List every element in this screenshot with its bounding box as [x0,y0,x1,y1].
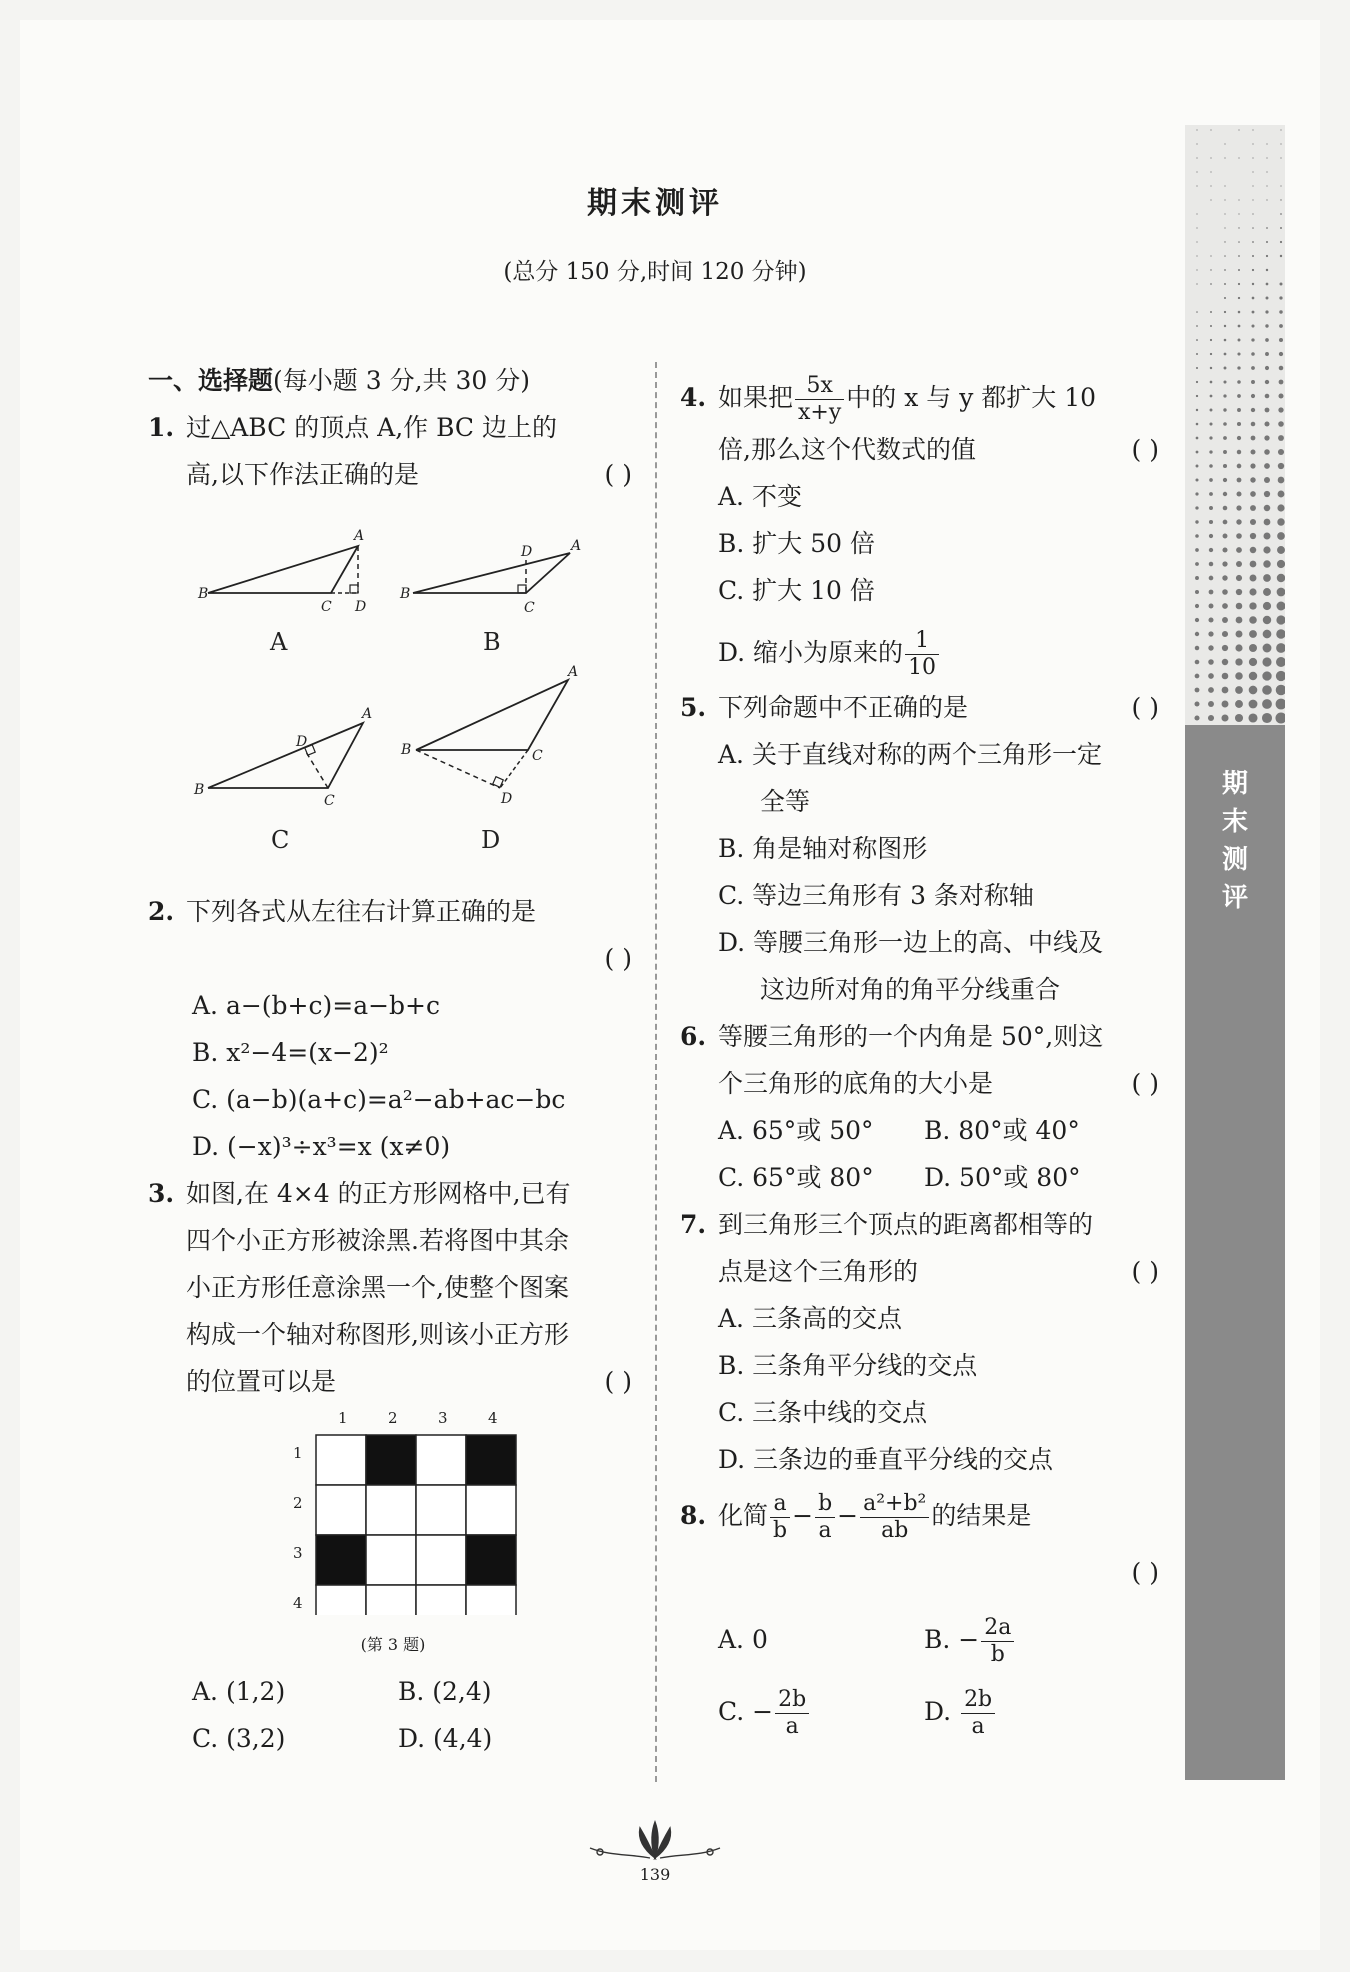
svg-text:D: D [296,734,308,750]
svg-text:C: C [532,748,543,764]
question-8: 8. 化简 $\frac{a}{b}$ − $\frac{b}{a}$ − $\frac{\text{a²+b²}}{ab}$ 的结果是 ( ) A. 0 B. − $\frac{2a}{b}$ C. − $\frac{2b}{a}$ D. $\frac{2b}{a}$ [680,1483,1165,1748]
question-7: 7. 到三角形三个顶点的距离都相等的 点是这个三角形的 ( ) A. 三条高的交点 B. 三条角平分线的交点 C. 三条中线的交点 D. 三条边的垂直平分线的交点 [680,1201,1165,1483]
q1-figures [148,498,618,888]
q7-option-c: C. 三条中线的交点 [718,1398,928,1427]
grid-cells [316,1435,516,1615]
figure-d-label: D [481,826,501,854]
grid-cell-1-1 [316,1435,366,1485]
q4-option-d: D. 缩小为原来的 $\frac{1}{10}$ [680,622,1165,684]
svg-text:A: A [362,706,373,722]
grid-cell-4-2 [366,1585,416,1615]
svg-text:2: 2 [293,1494,303,1512]
section-heading: 一、选择题(每小题 3 分,共 30 分) [148,366,530,395]
question-6: 6. 等腰三角形的一个内角是 50°,则这 个三角形的底角的大小是 ( ) A. 65°或 50° B. 80°或 40° C. 65°或 80° D. 50°或 80° [680,1013,1165,1201]
svg-text:4: 4 [293,1594,303,1612]
q3-option-b: B. (2,4) [398,1677,492,1706]
sidebar-decoration [1185,125,1285,725]
grid-cell-3-1 [316,1535,366,1585]
q2-option-d: D. (−x)³÷x³=x (x≠0) [192,1132,451,1161]
q6-option-b: B. 80°或 40° [924,1116,1080,1145]
svg-text:3: 3 [438,1409,448,1427]
svg-text:1: 1 [293,1444,303,1462]
grid-cell-3-2 [366,1535,416,1585]
question-1: 1. 过△ABC 的顶点 A,作 BC 边上的 高,以下作法正确的是 ( ) B A C D A B A D C B B A D C C B A C D D [148,404,638,888]
q8-option-a: A. 0 [718,1625,768,1654]
q7-option-b: B. 三条角平分线的交点 [718,1351,978,1380]
figure-c [193,706,372,854]
question-3: 3. 如图,在 4×4 的正方形网格中,已有 四个小正方形被涂黑.若将图中其余 小正方形任意涂黑一个,使整个图案 构成一个轴对称图形,则该小正方形 的位置可以是 ( ) 1 2 3 4 1 2 3 4 (第 3 题) A. (1,2) B. (2,4) C. (3,2) D. (4,4) [148,1170,638,1762]
q8-option-b: B. − $\frac{2a}{b}$ [924,1604,1016,1676]
grid-cell-2-2 [366,1485,416,1535]
q6-option-c: C. 65°或 80° [718,1163,874,1192]
q8-option-d: D. $\frac{2b}{a}$ [924,1676,997,1748]
q8-option-c: C. − $\frac{2b}{a}$ [718,1676,924,1748]
right-column [680,373,1165,1748]
grid-cell-1-2 [366,1435,416,1485]
svg-text:3: 3 [293,1544,303,1562]
svg-text:A: A [354,528,365,544]
grid-cell-2-1 [316,1485,366,1535]
q3-caption: (第 3 题) [360,1635,426,1654]
q2-option-a: A. a−(b+c)=a−b+c [192,991,441,1020]
svg-text:2: 2 [388,1409,398,1427]
grid-cell-4-1 [316,1585,366,1615]
svg-text:C: C [324,793,335,809]
svg-text:D: D [501,791,513,807]
page-number: 139 [639,1865,671,1884]
q6-option-d: D. 50°或 80° [924,1163,1081,1192]
page-title: 期末测评 [587,186,723,221]
chapter-sidebar-tab [1185,125,1285,1780]
q3-option-c: C. (3,2) [192,1724,286,1753]
grid-cell-1-4 [466,1435,516,1485]
sidebar-label: 期 末 测 评 [1221,769,1248,913]
q4-option-a: A. 不变 [718,482,802,511]
svg-text:4: 4 [488,1409,498,1427]
svg-text:B: B [401,742,412,758]
svg-text:C: C [524,600,535,616]
q5-option-c: C. 等边三角形有 3 条对称轴 [718,881,1034,910]
svg-text:1: 1 [338,1409,348,1427]
q5-option-b: B. 角是轴对称图形 [718,834,928,863]
q4-option-b: B. 扩大 50 倍 [718,529,875,558]
figure-b-label: B [483,628,501,656]
svg-text:B: B [194,782,205,798]
figure-d [400,664,578,854]
q2-option-b: B. x²−4=(x−2)² [192,1038,389,1067]
page-subtitle: (总分 150 分,时间 120 分钟) [503,259,807,285]
svg-text:C: C [321,599,332,615]
column-divider [655,362,657,1782]
grid-cell-2-4 [466,1485,516,1535]
q5-option-d: D. 等腰三角形一边上的高、中线及 [718,928,1104,957]
svg-text:A: A [571,538,582,554]
grid-cell-1-3 [416,1435,466,1485]
q3-option-a: A. (1,2) [192,1677,286,1706]
svg-text:D: D [521,544,533,560]
svg-text:D: D [355,599,367,615]
figure-b [399,538,581,656]
grid-cell-3-3 [416,1535,466,1585]
figure-a [197,528,366,656]
question-4: 4. 如果把 $\frac{5x}{x+y}$ 中的 x 与 y 都扩大 10 倍,那么这个代数式的值 ( ) A. 不变 B. 扩大 50 倍 C. 扩大 10 倍 D. 缩小为原来的 $\frac{1}{10}$ [680,373,1165,684]
svg-text:A: A [568,664,579,680]
q4-fraction: $\frac{5x}{x+y}$ [795,373,844,426]
q3-grid-figure [148,1405,618,1615]
q7-option-a: A. 三条高的交点 [718,1304,902,1333]
q5-option-a: A. 关于直线对称的两个三角形一定 [718,740,1102,769]
question-5: 5. 下列命题中不正确的是 ( ) A. 关于直线对称的两个三角形一定 全等 B. 角是轴对称图形 C. 等边三角形有 3 条对称轴 D. 等腰三角形一边上的高、中线及 这边所对角的角平分线重合 [680,684,1165,1013]
grid-cell-4-4 [466,1585,516,1615]
grid-cell-3-4 [466,1535,516,1585]
q2-option-c: C. (a−b)(a+c)=a²−ab+ac−bc [192,1085,566,1114]
ornament-icon [580,1818,730,1862]
q4-option-c: C. 扩大 10 倍 [718,576,875,605]
grid-cell-4-3 [416,1585,466,1615]
left-column [148,357,638,1762]
q6-option-a: A. 65°或 50° [718,1116,874,1145]
q7-option-d: D. 三条边的垂直平分线的交点 [718,1445,1054,1474]
figure-c-label: C [271,826,290,854]
q3-option-d: D. (4,4) [398,1724,493,1753]
svg-text:B: B [198,586,209,602]
figure-a-label: A [270,628,288,656]
question-2: 2. 下列各式从左往右计算正确的是 ( ) A. a−(b+c)=a−b+c B. x²−4=(x−2)² C. (a−b)(a+c)=a²−ab+ac−bc D. (−x)³÷x³=x (x≠0) [148,888,638,1170]
svg-text:B: B [400,586,411,602]
grid-cell-2-3 [416,1485,466,1535]
